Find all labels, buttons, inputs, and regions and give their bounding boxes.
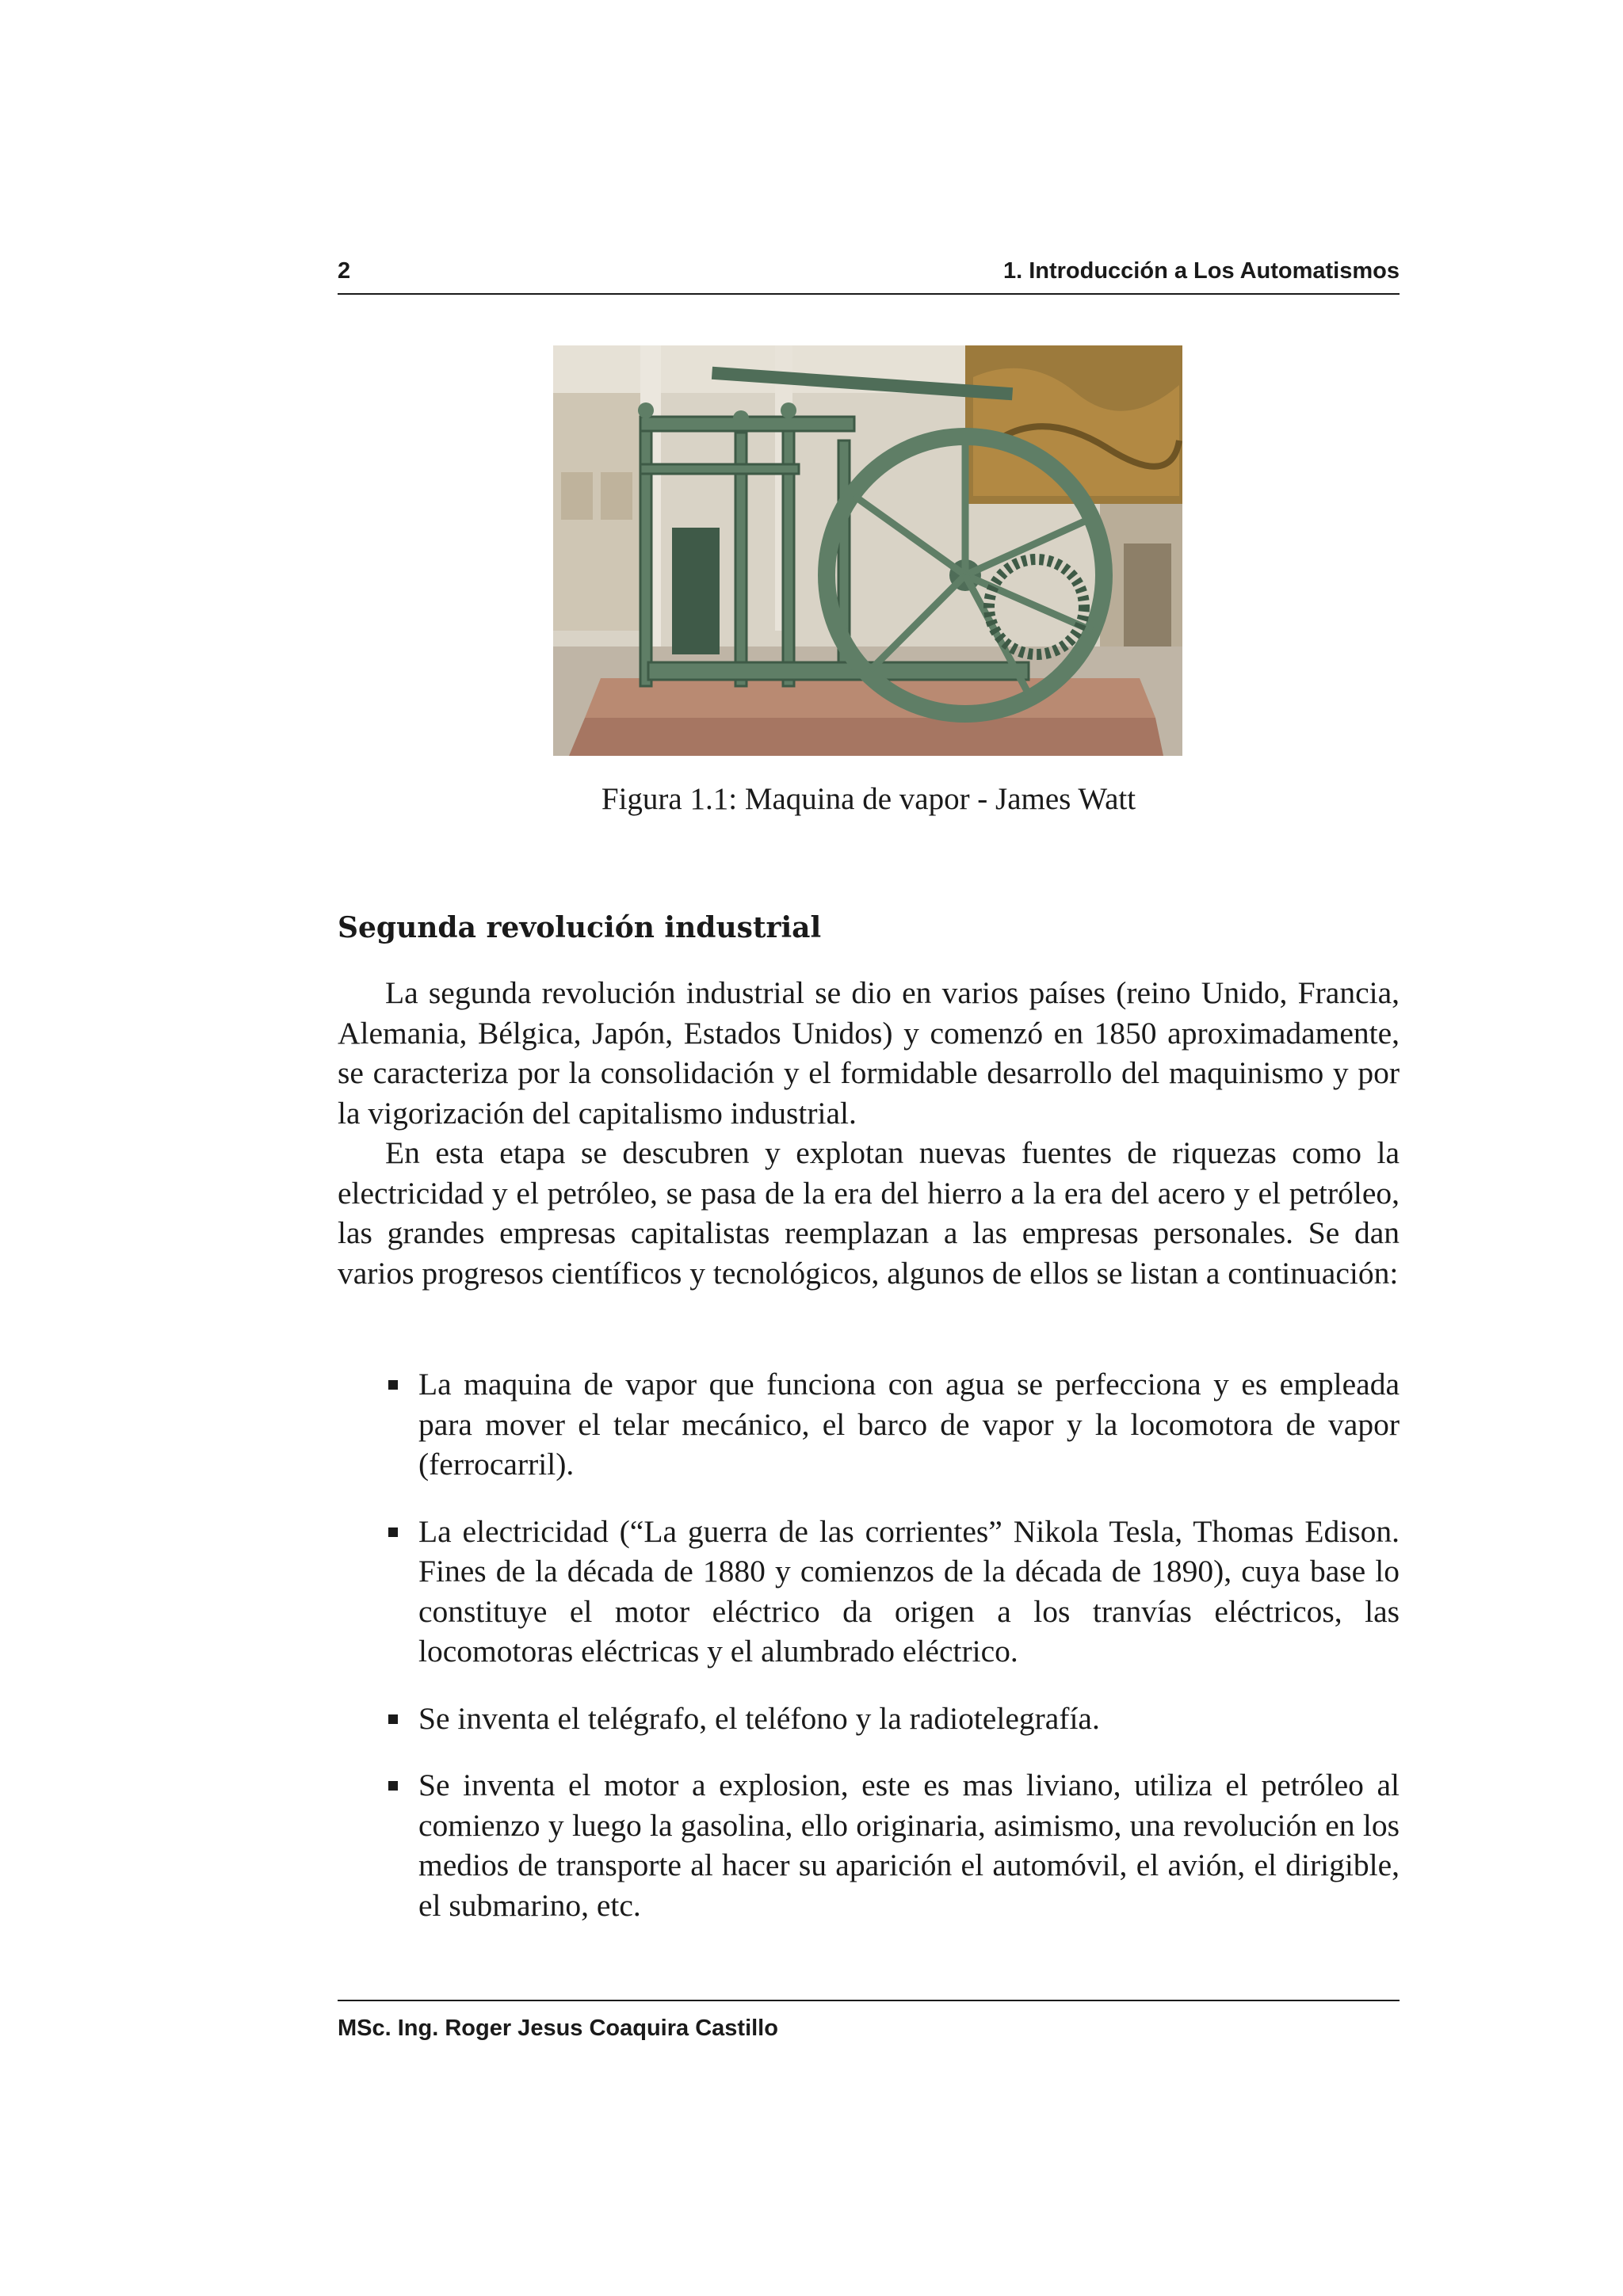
page-number: 2	[338, 258, 351, 284]
bullet-icon	[388, 1781, 398, 1791]
list-item-text: Se inventa el motor a explosion, este es mas liviano, utiliza el petróleo al comienzo y luego la gasolina, ello originaria, asimismo, una revolución en los medios de transporte al hacer su aparición el automóvil, el avión, el dirigible, el submarino, etc.	[418, 1768, 1400, 1923]
list-item-text: Se inventa el telégrafo, el teléfono y la radiotelegrafía.	[418, 1700, 1100, 1736]
progress-list	[338, 1364, 1400, 1952]
chapter-title: 1. Introducción a Los Automatismos	[1002, 258, 1400, 284]
section-title: Segunda revolución industrial	[338, 911, 822, 944]
list-item-text: La electricidad (“La guerra de las corrientes” Nikola Tesla, Thomas Edison. Fines de la década de 1880 y comienzos de la década de 1890), cuya base lo constituye el motor eléctrico da origen a los tranvías eléctricos, las locomotoras eléctricas y el alumbrado eléctrico.	[418, 1513, 1400, 1669]
bullet-icon	[388, 1380, 398, 1390]
list-item-text: La maquina de vapor que funciona con agua se perfecciona y es empleada para mover el telar mecánico, el barco de vapor y la locomotora de vapor (ferrocarril).	[418, 1367, 1400, 1482]
paragraph-1: La segunda revolución industrial se dio en varios países (reino Unido, Francia, Alemania, Bélgica, Japón, Estados Unidos) y comenzó en 1850 aproximadamente, se caracteriza por la consolidación y el formidable desarrollo del maquinismo y por la vigorización del capitalismo industrial.	[338, 975, 1400, 1131]
list-item	[338, 1765, 1400, 1925]
page-header	[338, 257, 1400, 295]
bullet-icon	[388, 1714, 398, 1724]
list-item	[338, 1699, 1400, 1739]
bullet-icon	[388, 1527, 398, 1537]
figure-caption: Figura 1.1: Maquina de vapor - James Watt	[601, 782, 1136, 816]
list-item	[338, 1512, 1400, 1672]
page-footer	[338, 2000, 1400, 2042]
steam-engine-photo	[553, 345, 1182, 756]
list-item	[338, 1364, 1400, 1485]
paragraph-2: En esta etapa se descubren y explotan nuevas fuentes de riquezas como la electricidad y el petróleo, se pasa de la era del hierro a la era del acero y el petróleo, las grandes empresas capitalistas reemplazan a las empresas personales. Se dan varios progresos científicos y tecnológicos, algunos de ellos se listan a continuación:	[338, 1135, 1400, 1291]
author-name: MSc. Ing. Roger Jesus Coaquira Castillo	[338, 2016, 778, 2041]
